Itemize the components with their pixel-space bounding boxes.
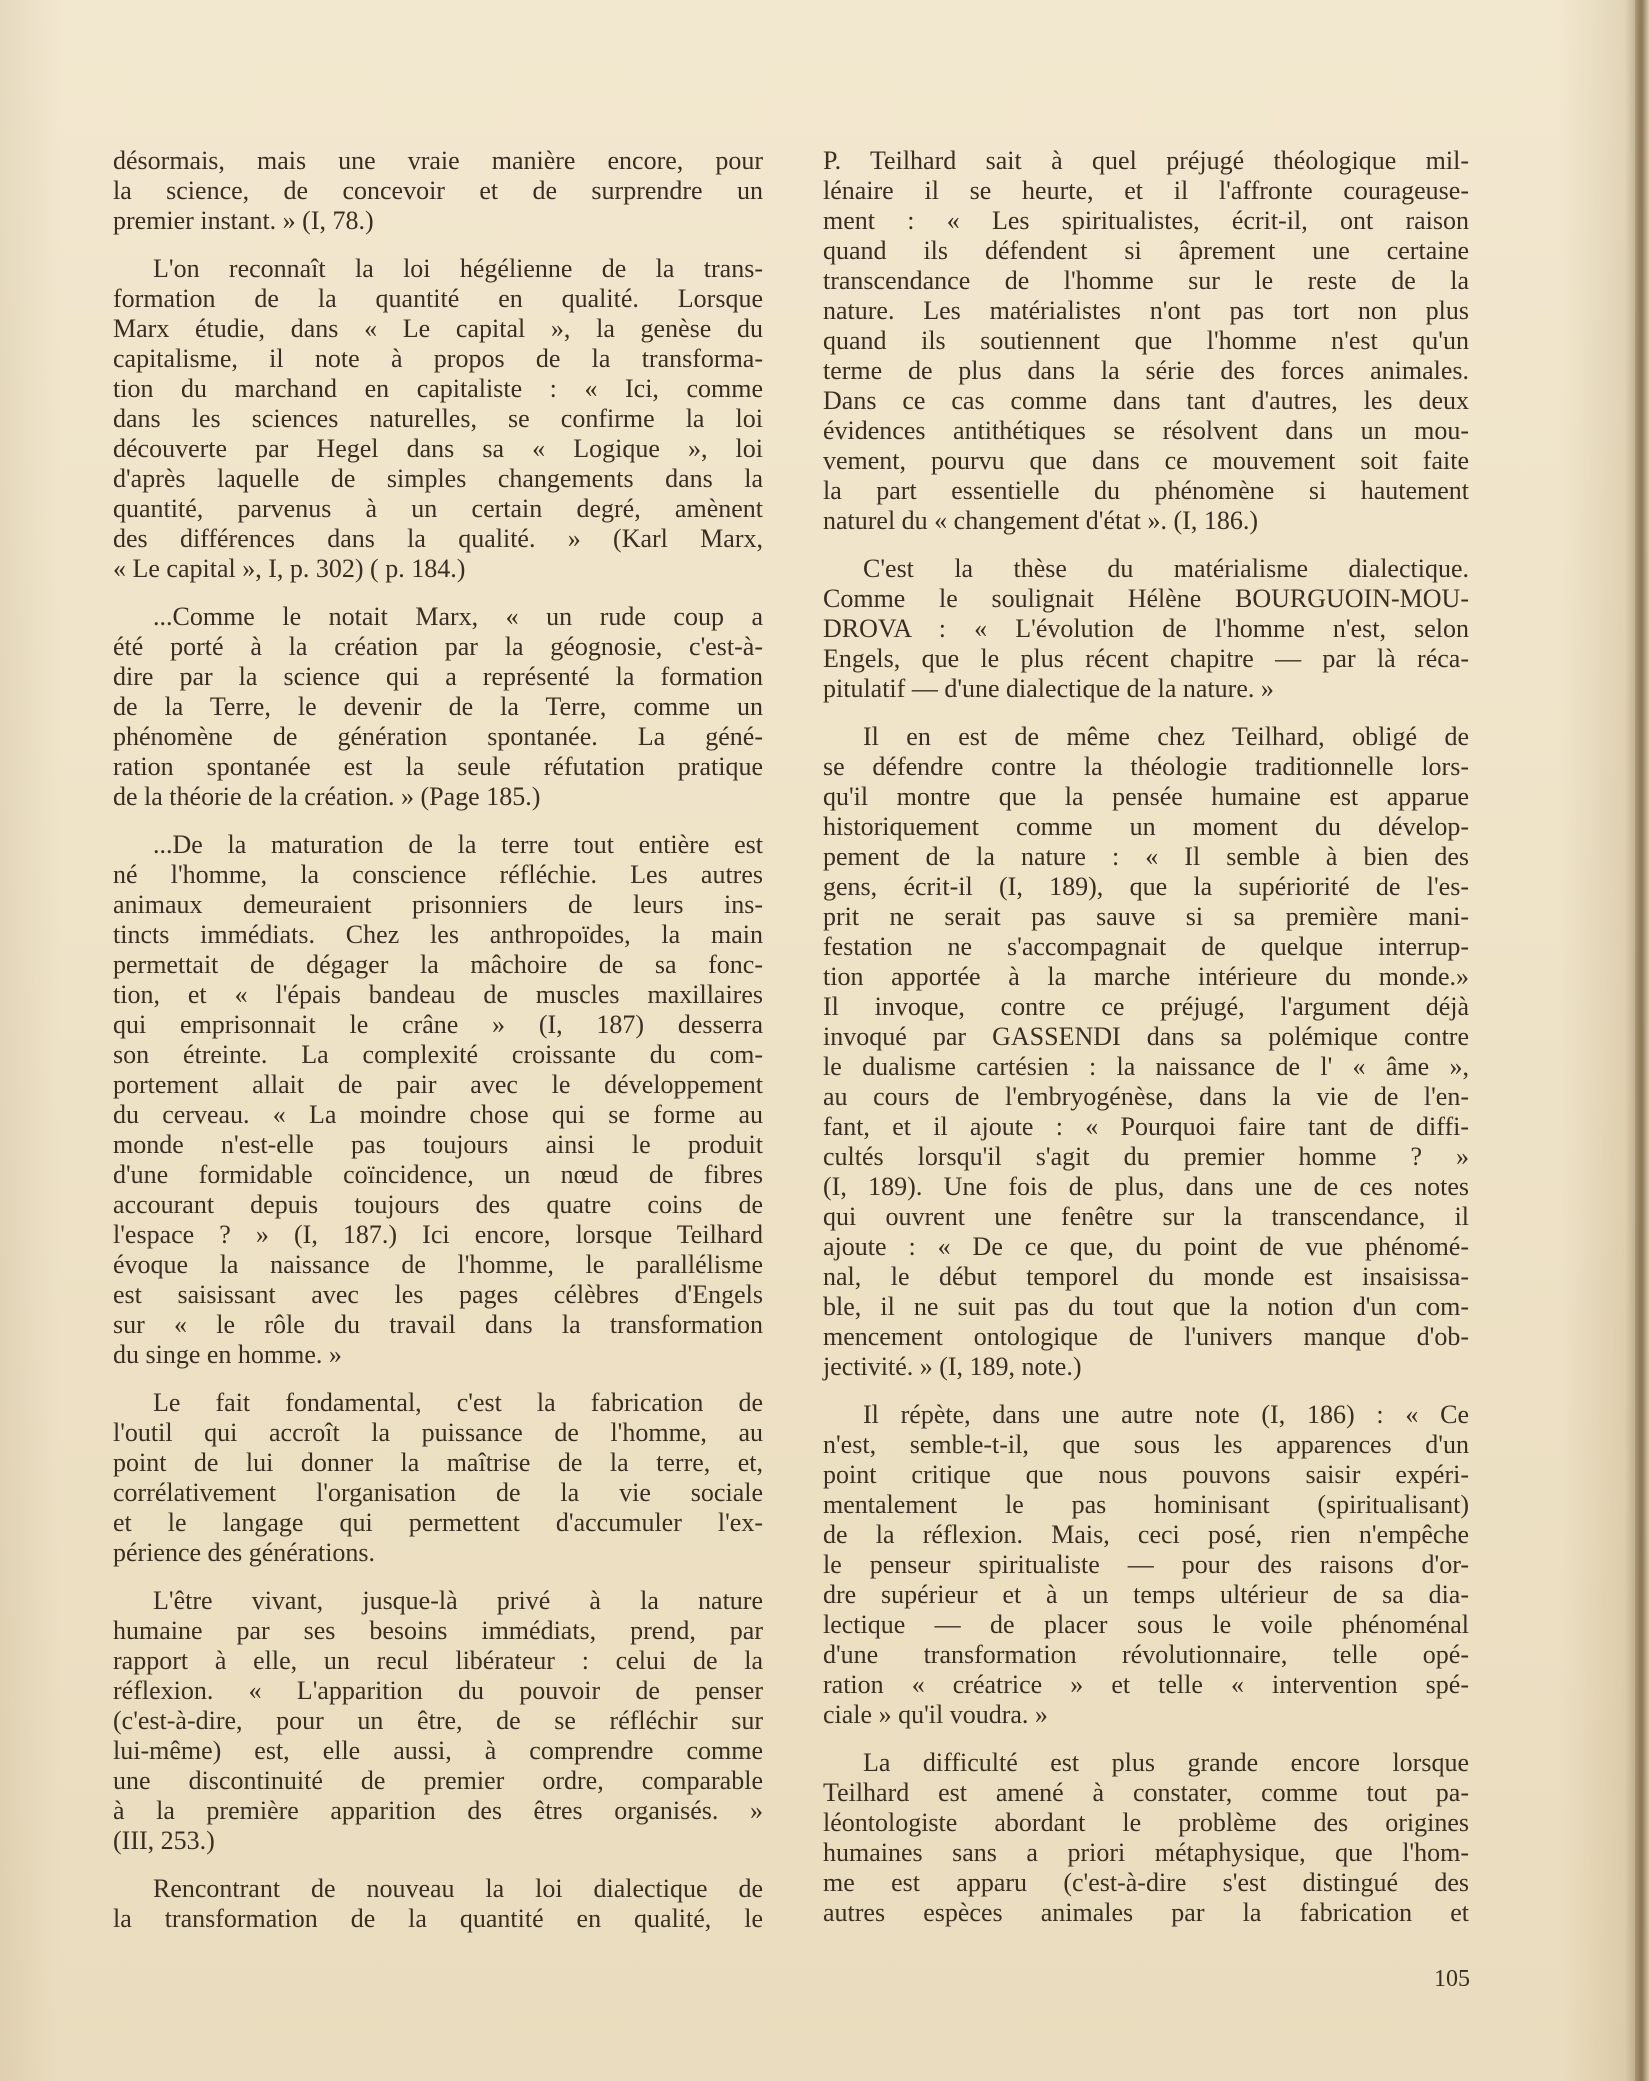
text-line: d'une transformation révolutionnaire, telle opé- [823,1640,1469,1669]
text-line: tion du marchand en capitaliste : « Ici, comme [113,374,763,403]
text-line: du cerveau. « La moindre chose qui se forme au [113,1100,763,1129]
text-line: ...De la maturation de la terre tout entière est [153,830,763,859]
text-line: sur « le rôle du travail dans la transformation [113,1310,763,1339]
text-line: Dans ce cas comme dans tant d'autres, les deux [823,386,1469,415]
text-line: ration spontanée est la seule réfutation pratique [113,752,763,781]
text-line: (I, 189). Une fois de plus, dans une de ces notes [823,1172,1469,1201]
text-line: premier instant. » (I, 78.) [113,206,374,235]
text-line: rapport à elle, un recul libérateur : celui de la [113,1646,763,1675]
page-binding-edge [1635,0,1649,2081]
text-line: permettait de dégager la mâchoire de sa fonc- [113,950,763,979]
text-line: point critique que nous pouvons saisir expéri- [823,1460,1469,1489]
text-line: C'est la thèse du matérialisme dialectique. [863,554,1469,583]
text-line: portement allait de pair avec le développement [113,1070,763,1099]
text-line: formation de la quantité en qualité. Lorsque [113,284,763,313]
text-line: lénaire il se heurte, et il l'affronte courageuse- [823,176,1469,205]
text-line: tion apportée à la marche intérieure du monde.» [823,962,1469,991]
text-line: ...Comme le notait Marx, « un rude coup a [153,602,763,631]
text-line: « Le capital », I, p. 302) ( p. 184.) [113,554,466,583]
text-line: Engels, que le plus récent chapitre — par là réca- [823,644,1469,673]
text-line: phénomène de génération spontanée. La géné- [113,722,763,751]
text-line: à la première apparition des êtres organisés. » [113,1796,763,1825]
text-line: la science, de concevoir et de surprendre un [113,176,763,205]
text-line: point de lui donner la maîtrise de la terre, et, [113,1448,763,1477]
text-line: du singe en homme. » [113,1340,342,1369]
paragraph [823,554,1469,704]
paragraph [113,1586,763,1856]
text-line: découverte par Hegel dans sa « Logique », loi [113,434,763,463]
text-line: L'on reconnaît la loi hégélienne de la trans- [153,254,763,283]
text-line: évidences antithétiques se résolvent dans un mou- [823,416,1469,445]
text-line: Il invoque, contre ce préjugé, l'argument déjà [823,992,1469,1021]
text-line: le dualisme cartésien : la naissance de l' « âme », [823,1052,1469,1081]
text-line: naturel du « changement d'état ». (I, 186.) [823,506,1258,535]
paragraph [113,602,763,812]
text-line: lui-même) est, elle aussi, à comprendre comme [113,1736,763,1765]
text-line: réflexion. « L'apparition du pouvoir de penser [113,1676,763,1705]
text-line: quand ils soutiennent que l'homme n'est qu'un [823,326,1469,355]
text-line: Teilhard est amené à constater, comme tout pa- [823,1778,1469,1807]
text-line: de la Terre, le devenir de la Terre, comme un [113,692,763,721]
text-line: Marx étudie, dans « Le capital », la genèse du [113,314,763,343]
text-line: ble, il ne suit pas du tout que la notion d'un com- [823,1292,1469,1321]
text-line: dans les sciences naturelles, se confirme la loi [113,404,763,433]
paragraph [113,1388,763,1568]
text-line: et le langage qui permettent d'accumuler l'ex- [113,1508,763,1537]
text-line: ration « créatrice » et telle « intervention spé- [823,1670,1469,1699]
text-line: d'une formidable coïncidence, un nœud de fibres [113,1160,763,1189]
text-line: DROVA : « L'évolution de l'homme n'est, selon [823,614,1469,643]
paragraph [823,1400,1469,1730]
paragraph [113,830,763,1370]
text-line: La difficulté est plus grande encore lorsque [863,1748,1469,1777]
text-line: dre supérieur et à un temps ultérieur de sa dia- [823,1580,1469,1609]
text-line: lectique — de placer sous le voile phénoménal [823,1610,1469,1639]
text-line: gens, écrit-il (I, 189), que la supériorité de l'es- [823,872,1469,901]
text-line: la part essentielle du phénomène si hautement [823,476,1469,505]
text-line: L'être vivant, jusque-là privé à la nature [153,1586,763,1615]
paragraph [113,146,763,236]
text-line: est saisissant avec les pages célèbres d'Engels [113,1280,763,1309]
right-column [823,146,1469,1946]
paragraph [113,254,763,584]
text-line: jectivité. » (I, 189, note.) [823,1352,1082,1381]
text-line: capitalisme, il note à propos de la transforma- [113,344,763,373]
text-line: fant, et il ajoute : « Pourquoi faire tant de diffi- [823,1112,1469,1141]
text-line: prit ne serait pas sauve si sa première mani- [823,902,1469,931]
text-line: ment : « Les spiritualistes, écrit-il, ont raison [823,206,1469,235]
text-line: Il en est de même chez Teilhard, obligé de [863,722,1469,751]
text-line: une discontinuité de premier ordre, comparable [113,1766,763,1795]
text-line: de la réflexion. Mais, ceci posé, rien n'empêche [823,1520,1469,1549]
text-line: d'après laquelle de simples changements dans la [113,464,763,493]
text-line: le penseur spiritualiste — pour des raisons d'or- [823,1550,1469,1579]
text-line: l'outil qui accroît la puissance de l'homme, au [113,1418,763,1447]
text-line: l'espace ? » (I, 187.) Ici encore, lorsque Teilhard [113,1220,763,1249]
text-line: Comme le soulignait Hélène BOURGUOIN-MOU- [823,584,1469,613]
text-line: léontologiste abordant le problème des origines [823,1808,1469,1837]
text-line: périence des générations. [113,1538,376,1567]
text-line: dire par la science qui a représenté la formation [113,662,763,691]
text-line: terme de plus dans la série des forces animales. [823,356,1469,385]
text-line: Il répète, dans une autre note (I, 186) : « Ce [863,1400,1469,1429]
text-line: se défendre contre la théologie traditionnelle lors- [823,752,1469,781]
page-number: 105 [1434,1966,1470,1992]
text-line: (c'est-à-dire, pour un être, de se réfléchir sur [113,1706,763,1735]
text-line: accourant depuis toujours des quatre coins de [113,1190,763,1219]
text-line: invoqué par GASSENDI dans sa polémique contre [823,1022,1469,1051]
text-line: nature. Les matérialistes n'ont pas tort non plus [823,296,1469,325]
text-line: Rencontrant de nouveau la loi dialectique de [153,1874,763,1903]
text-line: ciale » qu'il voudra. » [823,1700,1048,1729]
text-line: mentalement le pas hominisant (spiritualisant) [823,1490,1469,1519]
text-line: festation ne s'accompagnait de quelque interrup- [823,932,1469,961]
text-line: ajoute : « De ce que, du point de vue phénomé- [823,1232,1469,1261]
text-line: cultés lorsqu'il s'agit du premier homme ? » [823,1142,1469,1171]
text-line: son étreinte. La complexité croissante du com- [113,1040,763,1069]
text-line: qu'il montre que la pensée humaine est apparue [823,782,1469,811]
text-line: tincts immédiats. Chez les anthropoïdes, la main [113,920,763,949]
text-line: historiquement comme un moment du dévelop- [823,812,1469,841]
text-line: désormais, mais une vraie manière encore, pour [113,146,763,175]
text-line: pement de la nature : « Il semble à bien des [823,842,1469,871]
text-line: mencement ontologique de l'univers manque d'ob- [823,1322,1469,1351]
text-line: P. Teilhard sait à quel préjugé théologique mil- [823,146,1469,175]
text-line: qui emprisonnait le crâne » (I, 187) desserra [113,1010,763,1039]
text-line: quantité, parvenus à un certain degré, amènent [113,494,763,523]
text-line: humaine par ses besoins immédiats, prend, par [113,1616,763,1645]
text-line: pitulatif — d'une dialectique de la nature. » [823,674,1274,703]
text-line: été porté à la création par la géognosie, c'est-à- [113,632,763,661]
text-line: (III, 253.) [113,1826,215,1855]
left-column [113,146,763,1952]
text-line: de la théorie de la création. » (Page 185.) [113,782,541,811]
text-line: transcendance de l'homme sur le reste de la [823,266,1469,295]
paragraph [823,146,1469,536]
paragraph [823,722,1469,1382]
paragraph [113,1874,763,1934]
text-line: monde n'est-elle pas toujours ainsi le produit [113,1130,763,1159]
text-line: qui ouvrent une fenêtre sur la transcendance, il [823,1202,1469,1231]
text-line: n'est, semble-t-il, que sous les apparences d'un [823,1430,1469,1459]
text-line: Le fait fondamental, c'est la fabrication de [153,1388,763,1417]
text-line: animaux demeuraient prisonniers de leurs ins- [113,890,763,919]
text-line: me est apparu (c'est-à-dire s'est distingué des [823,1868,1469,1897]
text-line: vement, pourvu que dans ce mouvement soit faite [823,446,1469,475]
text-line: la transformation de la quantité en qualité, le [113,1904,763,1933]
text-line: tion, et « l'épais bandeau de muscles maxillaires [113,980,763,1009]
text-line: quand ils défendent si âprement une certaine [823,236,1469,265]
text-line: des différences dans la qualité. » (Karl Marx, [113,524,763,553]
paragraph [823,1748,1469,1928]
text-line: autres espèces animales par la fabrication et [823,1898,1469,1927]
text-line: né l'homme, la conscience réfléchie. Les autres [113,860,763,889]
text-line: évoque la naissance de l'homme, le parallélisme [113,1250,763,1279]
text-line: nal, le début temporel du monde est insaisissa- [823,1262,1469,1291]
text-line: au cours de l'embryogénèse, dans la vie de l'en- [823,1082,1469,1111]
text-line: corrélativement l'organisation de la vie sociale [113,1478,763,1507]
text-line: humaines sans a priori métaphysique, que l'hom- [823,1838,1469,1867]
